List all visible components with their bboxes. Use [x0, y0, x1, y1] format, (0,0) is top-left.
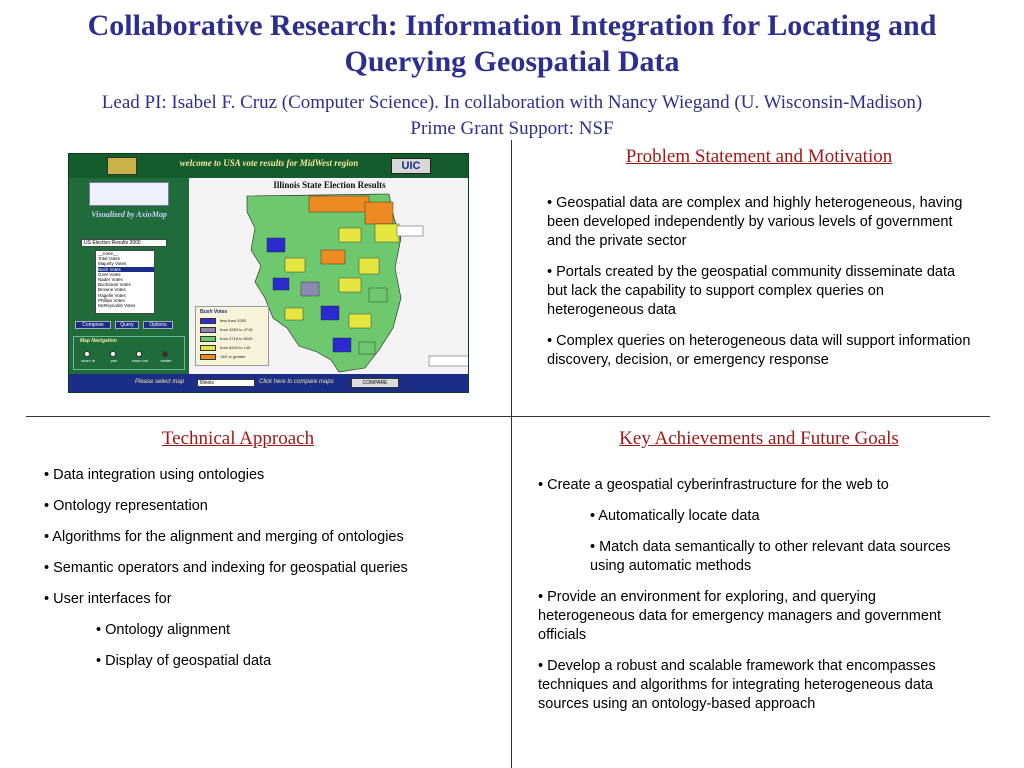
compose-button: Compose — [75, 321, 111, 329]
list-item: • User interfaces for — [44, 591, 172, 607]
screenshot-top-bar — [69, 154, 469, 178]
lead-pi-line: Lead PI: Isabel F. Cruz (Computer Science). In collaboration with Nancy Wiegand (U. Wisconsin-Madison) — [101, 92, 923, 113]
map-navigation — [73, 336, 185, 370]
compare-button: COMPARE — [351, 378, 399, 388]
list-item: • Ontology representation — [44, 498, 208, 514]
compare-maps-link: Click here to compare maps — [259, 379, 334, 385]
list-item: • Create a geospatial cyberinfrastructure for the web to — [538, 477, 889, 493]
list-item-selected: Bush Votes — [98, 267, 154, 272]
zoom-in-label: zoom in — [80, 358, 95, 363]
list-item: • Provide an environment for exploring, and querying heterogeneous data for emergency managers and government officials — [538, 589, 942, 643]
title-line-1: Collaborative Research: Information Integration for Locating and — [87, 9, 937, 42]
map-title: Illinois State Election Results — [273, 180, 386, 190]
title-line-2: Querying Geospatial Data — [344, 45, 680, 78]
list-item: Buchanan Votes — [98, 282, 131, 288]
list-item: Majority Votes — [98, 261, 127, 267]
legend-label: from 3283 to 4718 — [220, 327, 253, 332]
axiomap-brand-text: Visualized by AxioMap — [91, 210, 167, 219]
list-item: • Match data semantically to other relevant data sources using automatic methods — [590, 539, 951, 574]
list-item: Browne Votes — [98, 287, 126, 293]
legend-label: from 4718 to 8240 — [220, 336, 253, 341]
technical-heading: Technical Approach — [161, 428, 315, 449]
list-item: Hagelin Votes — [98, 292, 126, 298]
list-item: • Complex queries on heterogeneous data will support information discovery, decision, or emergency response — [547, 333, 971, 368]
map-navigation-title: Map Navigation — [80, 338, 117, 344]
zoom-out-radio-icon — [136, 351, 142, 357]
screenshot-buttons — [75, 321, 185, 330]
list-item: • Geospatial data are complex and highly heterogeneous, having been developed independently by various levels of government and the private sector — [547, 195, 963, 249]
uic-logo: UIC — [391, 158, 431, 174]
screenshot-bottom-bar — [69, 374, 469, 393]
list-item: • Algorithms for the alignment and merging of ontologies — [44, 529, 404, 545]
list-item: • Portals created by the geospatial community disseminate data but lack the capability to support complex queries on heterogeneous data — [547, 264, 956, 318]
legend-swatch — [200, 345, 216, 351]
list-item: __none__ — [98, 251, 119, 256]
list-item: • Ontology alignment — [96, 622, 231, 638]
center-radio-icon — [162, 351, 168, 357]
list-item: • Display of geospatial data — [96, 653, 272, 669]
list-item: Phillips Votes — [98, 297, 125, 303]
legend-label: less than 3283 — [220, 318, 247, 323]
horizontal-divider — [26, 416, 990, 417]
zoom-in-radio-icon — [84, 351, 90, 357]
map-select: Illinois — [197, 379, 255, 387]
select-map-label: Please select map — [135, 379, 185, 385]
grant-support-line: Prime Grant Support: NSF — [410, 118, 614, 139]
problem-heading: Problem Statement and Motivation — [625, 146, 893, 167]
achievements-heading: Key Achievements and Future Goals — [619, 428, 899, 449]
page-title — [0, 8, 1024, 80]
list-item: Nader Votes — [98, 277, 123, 283]
technical-bullets — [44, 466, 504, 683]
legend-swatch — [200, 354, 216, 360]
axiomap-screenshot — [68, 153, 469, 393]
pan-radio-icon — [110, 351, 116, 357]
legend-title: Bush Votes — [200, 309, 228, 315]
app-logo-icon — [107, 157, 137, 175]
list-item: • Develop a robust and scalable framework that encompasses techniques and algorithms for integrating heterogeneous data sources using an ontology-based approach — [538, 658, 936, 712]
election-select: US Election Results 2000 — [81, 239, 167, 247]
votes-list — [95, 250, 155, 314]
problem-bullets — [547, 194, 977, 382]
list-item: • Data integration using ontologies — [44, 467, 265, 483]
center-label: center — [160, 358, 172, 363]
zoom-out-label: zoom out — [131, 358, 149, 363]
query-button: Query — [115, 321, 139, 329]
legend-label: 14K or greater — [220, 354, 246, 359]
legend-label: from 8240 to 14K — [220, 345, 251, 350]
illinois-map-area — [189, 178, 469, 374]
legend-swatch — [200, 336, 216, 342]
map-legend — [195, 306, 269, 366]
list-item: • Semantic operators and indexing for geospatial queries — [44, 560, 408, 576]
pan-label: pan — [110, 358, 118, 363]
screenshot-welcome-text: welcome to USA vote results for MidWest region — [179, 158, 359, 168]
axiomap-logo-icon — [89, 182, 169, 206]
vertical-divider — [511, 140, 512, 768]
list-item: Total Votes — [98, 256, 121, 262]
options-button: Options — [143, 321, 173, 329]
achievements-bullets — [538, 476, 968, 726]
list-item: Gore Votes — [98, 271, 121, 277]
list-item: McReynolds Votes — [98, 303, 136, 309]
legend-swatch — [200, 318, 216, 324]
legend-swatch — [200, 327, 216, 333]
list-item: • Automatically locate data — [590, 508, 760, 524]
